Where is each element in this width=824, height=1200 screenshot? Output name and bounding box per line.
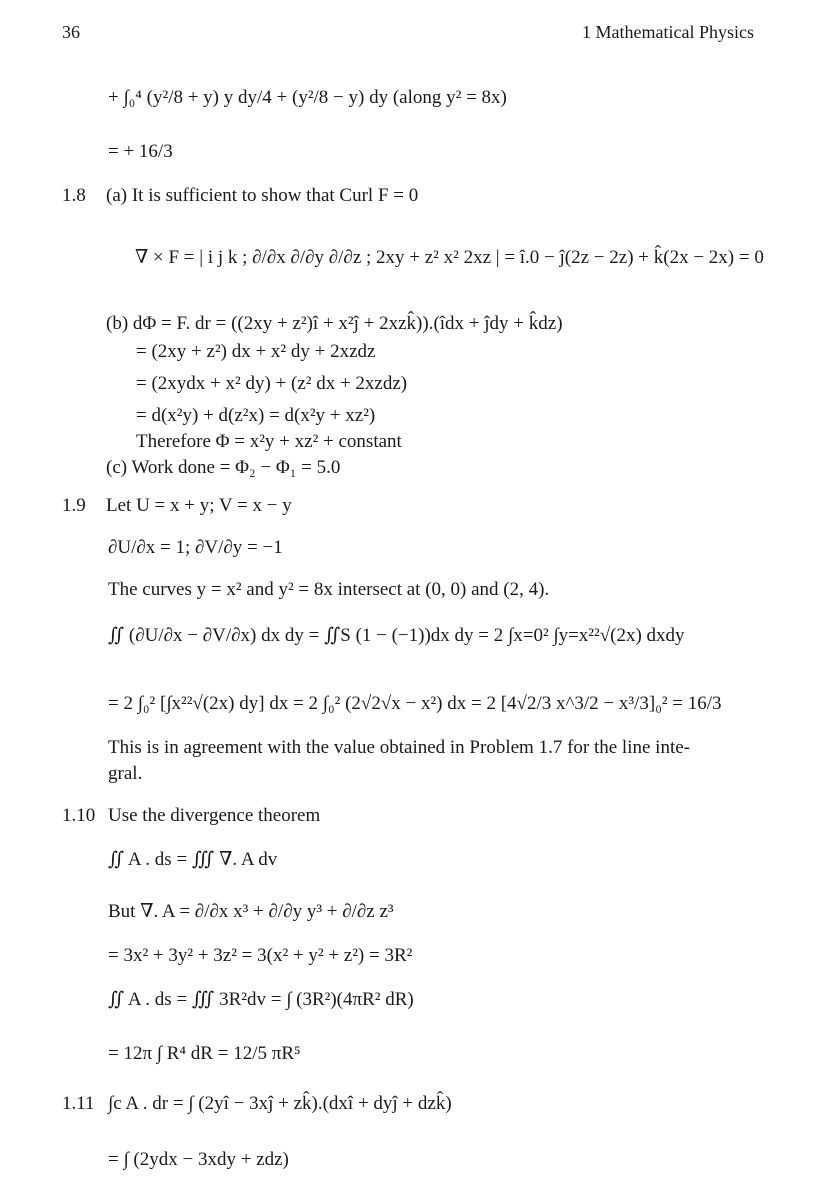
problem-number: 1.10 (62, 805, 96, 826)
equation-line: = 12π ∫ R⁴ dR = 12/5 πR⁵ (108, 1043, 301, 1064)
equation-line: = d(x²y) + d(z²x) = d(x²y + xz²) (136, 405, 376, 426)
equation-line: ∬ A . ds = ∭ 3R²dv = ∫ (3R²)(4πR² dR) (108, 989, 414, 1010)
text-line: Let U = x + y; V = x − y (106, 495, 292, 516)
equation-line: (b) dΦ = F. dr = ((2xy + z²)î + x²ĵ + 2xzk̂)).(îdx + ĵdy + k̂dz) (106, 313, 563, 334)
equation-line: ∇ × F = | i j k ; ∂/∂x ∂/∂y ∂/∂z ; 2xy + z² x² 2xz | = î.0 − ĵ(2z − 2z) + k̂(2x − 2x) = 0 (135, 247, 764, 268)
equation-line: = 2 ∫₀² [∫x²²√(2x) dy] dx = 2 ∫₀² (2√2√x − x²) dx = 2 [4√2/3 x^3/2 − x³/3]₀² = 16/3 (108, 693, 722, 714)
equation-line: = 3x² + 3y² + 3z² = 3(x² + y² + z²) = 3R² (108, 945, 413, 966)
text-line: (c) Work done = Φ₂ − Φ₁ = 5.0 (106, 457, 341, 478)
problem-number: 1.9 (62, 495, 86, 516)
running-head: 1 Mathematical Physics (582, 22, 754, 42)
equation-line: ∬ A . ds = ∭ ∇. A dv (108, 849, 278, 870)
equation-line: = (2xydx + x² dy) + (z² dx + 2xzdz) (136, 373, 408, 394)
equation-line: ∬ (∂U/∂x − ∂V/∂x) dx dy = ∬S (1 − (−1))dx dy = 2 ∫x=0² ∫y=x²²√(2x) dxdy (108, 625, 685, 646)
text-line: Therefore Φ = x²y + xz² + constant (136, 431, 402, 452)
problem-number: 1.11 (62, 1093, 95, 1114)
text-line: The curves y = x² and y² = 8x intersect at (0, 0) and (2, 4). (108, 579, 550, 600)
page-number: 36 (62, 22, 80, 42)
text-line: This is in agreement with the value obtained in Problem 1.7 for the line inte- (108, 737, 690, 758)
text-line: (a) It is sufficient to show that Curl F = 0 (106, 185, 419, 206)
text-line: gral. (108, 763, 143, 784)
equation-line: But ∇. A = ∂/∂x x³ + ∂/∂y y³ + ∂/∂z z³ (108, 901, 394, 922)
equation-line: ∂U/∂x = 1; ∂V/∂y = −1 (108, 537, 283, 558)
text-line: Use the divergence theorem (108, 805, 321, 826)
equation-line: + ∫₀⁴ (y²/8 + y) y dy/4 + (y²/8 − y) dy (along y² = 8x) (108, 87, 507, 108)
problem-number: 1.8 (62, 185, 86, 206)
equation-line: = + 16/3 (108, 141, 173, 162)
equation-line: = (2xy + z²) dx + x² dy + 2xzdz (136, 341, 376, 362)
equation-line: ∫c A . dr = ∫ (2yî − 3xĵ + zk̂).(dxî + dyĵ + dzk̂) (108, 1093, 452, 1114)
equation-line: = ∫ (2ydx − 3xdy + zdz) (108, 1149, 289, 1170)
